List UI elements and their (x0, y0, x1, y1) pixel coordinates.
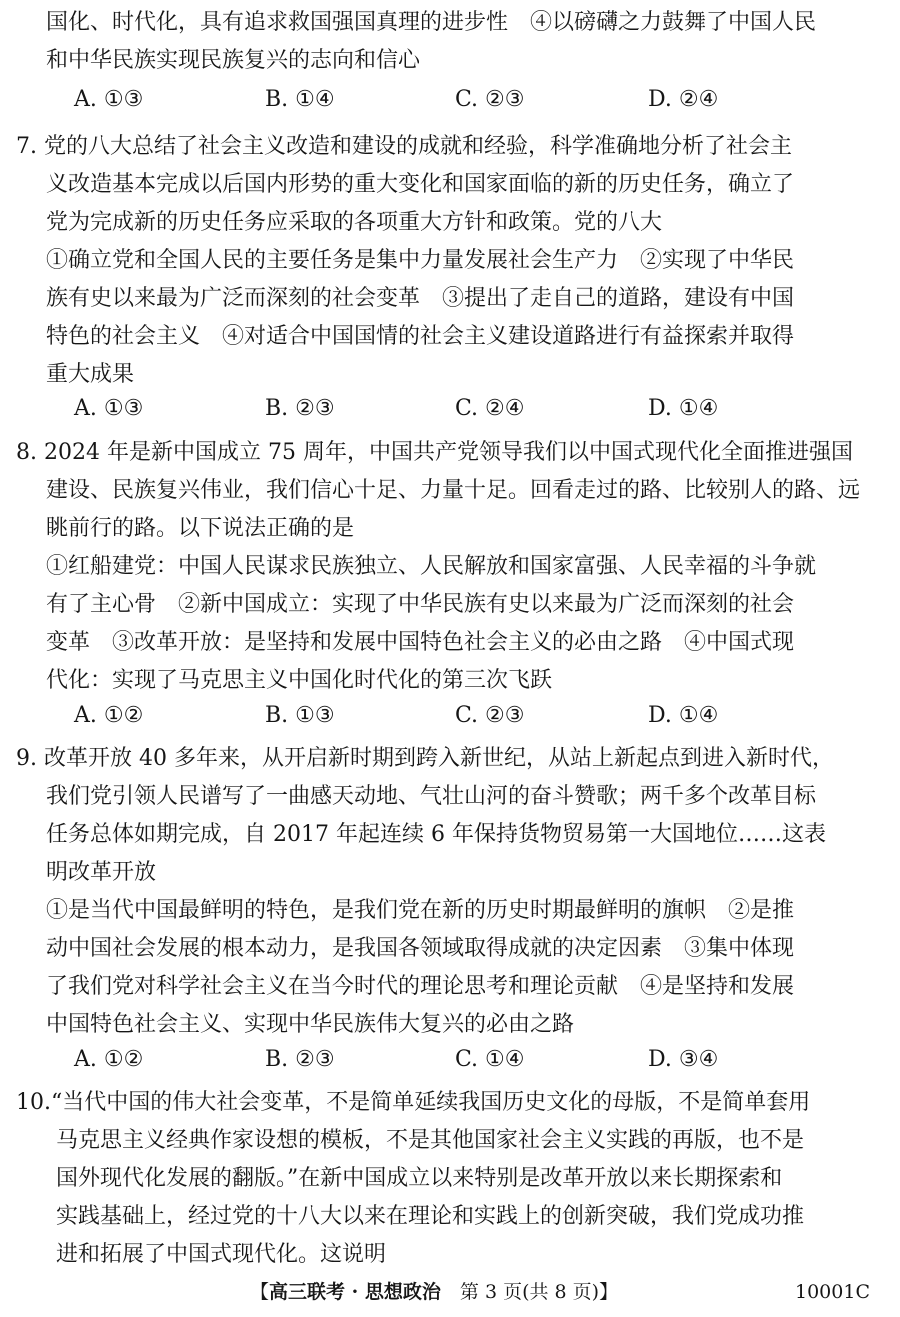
q7-option-d: D. ①④ (648, 396, 719, 421)
q6-option-a: A. ①③ (74, 87, 144, 112)
footer-page-info: 第 3 页(共 8 页) (440, 1281, 600, 1303)
q8-option-d: D. ①④ (648, 703, 719, 728)
q9-text-line: 任务总体如期完成，自 2017 年起连续 6 年保持货物贸易第一大国地位……这表 (46, 822, 826, 847)
q9-text-line: 动中国社会发展的根本动力，是我国各领域取得成就的决定因素 ③集中体现 (46, 936, 795, 961)
q10-text-line: 实践基础上，经过党的十八大以来在理论和实践上的创新突破，我们党成功推 (56, 1204, 805, 1229)
q9-text-line: 明改革开放 (46, 860, 157, 885)
q9-option-c: C. ①④ (455, 1047, 525, 1072)
q9-text-line: 了我们党对科学社会主义在当今时代的理论思考和理论贡献 ④是坚持和发展 (46, 974, 795, 999)
q7-text-line: 特色的社会主义 ④对适合中国国情的社会主义建设道路进行有益探索并取得 (46, 324, 795, 349)
q6-option-b: B. ①④ (265, 87, 335, 112)
q6-text-line: 和中华民族实现民族复兴的志向和信心 (46, 48, 421, 73)
q6-text-line: 国化、时代化，具有追求救国强国真理的进步性 ④以磅礴之力鼓舞了中国人民 (46, 10, 817, 35)
q10-text-line: 10.“当代中国的伟大社会变革，不是简单延续我国历史文化的母版，不是简单套用 (16, 1090, 811, 1115)
q7-text-line: 义改造基本完成以后国内形势的重大变化和国家面临的新的历史任务，确立了 (46, 172, 795, 197)
q7-text-line: 族有史以来最为广泛而深刻的社会变革 ③提出了走自己的道路，建设有中国 (46, 286, 795, 311)
q9-option-d: D. ③④ (648, 1047, 719, 1072)
q7-option-b: B. ②③ (265, 396, 335, 421)
q8-text-line: 变革 ③改革开放：是坚持和发展中国特色社会主义的必由之路 ④中国式现 (46, 630, 795, 655)
q8-text-line: ①红船建党：中国人民谋求民族独立、人民解放和国家富强、人民幸福的斗争就 (46, 554, 817, 579)
q8-text-line: 8. 2024 年是新中国成立 75 周年，中国共产党领导我们以中国式现代化全面推进强国 (16, 440, 853, 465)
q6-option-c: C. ②③ (455, 87, 525, 112)
footer-bracket-close: 】 (599, 1281, 619, 1303)
q8-option-a: A. ①② (74, 703, 144, 728)
q10-text-line: 国外现代化发展的翻版。”在新中国成立以来特别是改革开放以来长期探索和 (56, 1166, 783, 1191)
footer-bracket-open: 【 (250, 1281, 270, 1303)
q8-option-c: C. ②③ (455, 703, 525, 728)
footer-subject: 思想政治 (364, 1281, 441, 1303)
q10-text-line: 马克思主义经典作家设想的模板，不是其他国家社会主义实践的再版，也不是 (56, 1128, 805, 1153)
q10-text-line: 进和拓展了中国式现代化。这说明 (56, 1242, 387, 1267)
q8-text-line: 建设、民族复兴伟业，我们信心十足、力量十足。回看走过的路、比较别人的路、远 (46, 478, 861, 503)
q9-text-line: 中国特色社会主义、实现中华民族伟大复兴的必由之路 (46, 1012, 575, 1037)
q9-text-line: 我们党引领人民谱写了一曲感天动地、气壮山河的奋斗赞歌；两千多个改革目标 (46, 784, 817, 809)
footer-dot: · (345, 1281, 365, 1303)
q7-text-line: ①确立党和全国人民的主要任务是集中力量发展社会生产力 ②实现了中华民 (46, 248, 795, 273)
q9-option-b: B. ②③ (265, 1047, 335, 1072)
footer-exam-name: 高三联考 (269, 1281, 346, 1303)
q7-text-line: 7. 党的八大总结了社会主义改造和建设的成就和经验，科学准确地分析了社会主 (16, 134, 792, 159)
footer-exam-code: 10001C (795, 1281, 870, 1303)
q8-text-line: 代化：实现了马克思主义中国化时代化的第三次飞跃 (46, 668, 553, 693)
page-footer (250, 1279, 618, 1305)
q9-text-line: 9. 改革开放 40 多年来，从开启新时期到跨入新世纪，从站上新起点到进入新时代， (16, 746, 834, 771)
q7-text-line: 重大成果 (46, 362, 135, 387)
q8-text-line: 眺前行的路。以下说法正确的是 (46, 516, 355, 541)
q9-option-a: A. ①② (74, 1047, 144, 1072)
q8-text-line: 有了主心骨 ②新中国成立：实现了中华民族有史以来最为广泛而深刻的社会 (46, 592, 795, 617)
q7-option-a: A. ①③ (74, 396, 144, 421)
q7-text-line: 党为完成新的历史任务应采取的各项重大方针和政策。党的八大 (46, 210, 663, 235)
q8-option-b: B. ①③ (265, 703, 335, 728)
q6-option-d: D. ②④ (648, 87, 719, 112)
q7-option-c: C. ②④ (455, 396, 525, 421)
q9-text-line: ①是当代中国最鲜明的特色，是我们党在新的历史时期最鲜明的旗帜 ②是推 (46, 898, 795, 923)
